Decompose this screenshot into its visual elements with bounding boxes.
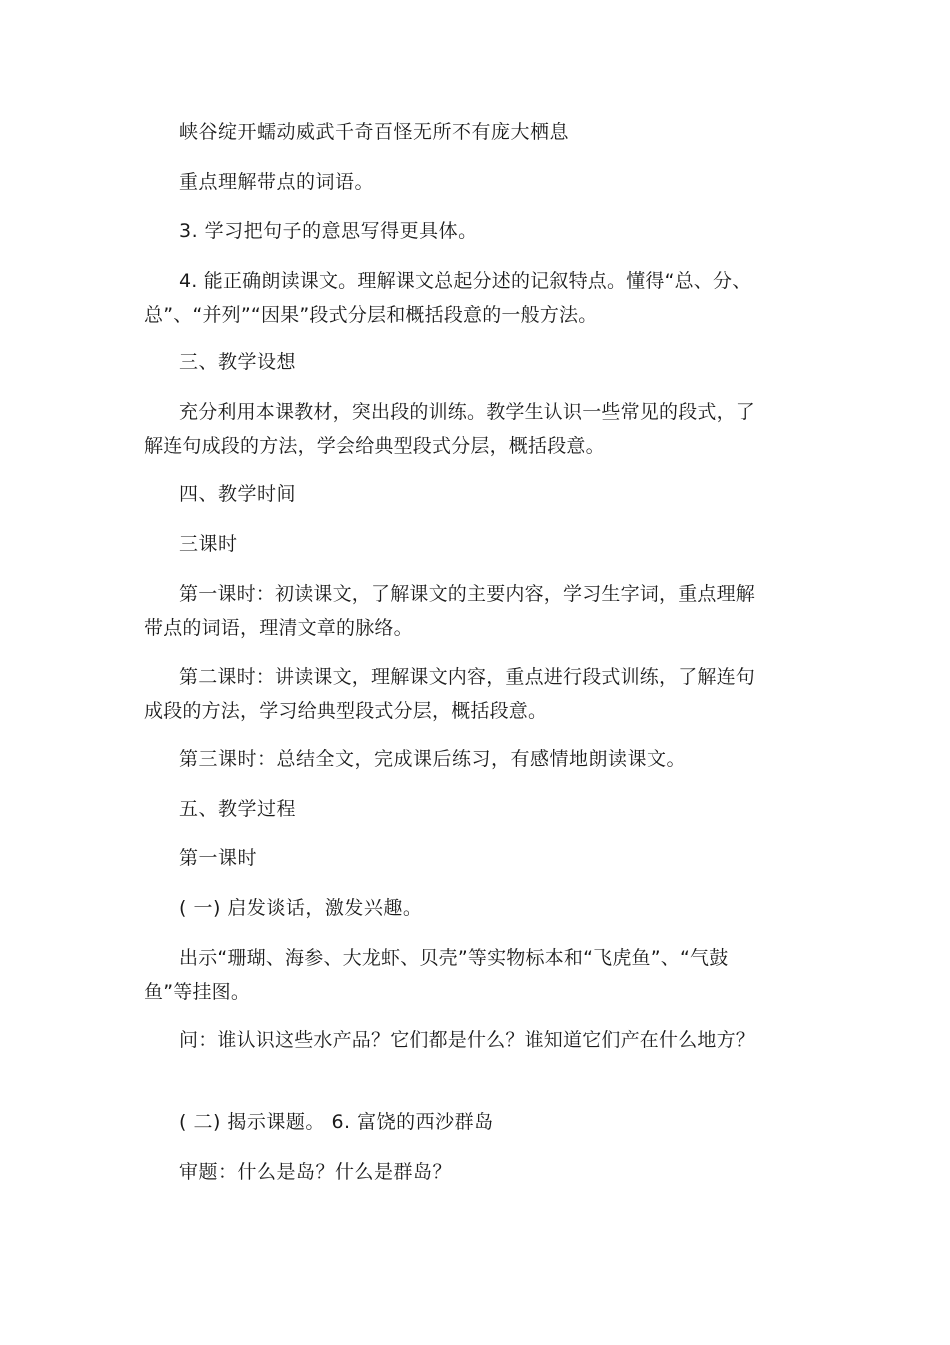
lesson-2-plan: 第二课时：讲读课文，理解课文内容，重点进行段式训练，了解连句成段的方法，学习给典型段式分层，概括段意。 — [144, 666, 756, 722]
subheading-lesson-1: 第一课时 — [179, 847, 258, 869]
vocabulary-line: 峡谷绽开蠕动威武千奇百怪无所不有庞大栖息 — [179, 121, 570, 143]
section-heading-4: 四、教学时间 — [179, 483, 297, 505]
paragraph: 问：谁认识这些水产品？它们都是什么？谁知道它们产在什么地方？ — [179, 1029, 756, 1051]
paragraph: 充分利用本课教材，突出段的训练。教学生认识一些常见的段式，了解连句成段的方法，学会给典型段式分层，概括段意。 — [144, 401, 756, 457]
objective-3: 3. 学习把句子的意思写得更具体。 — [179, 220, 478, 242]
paragraph: 审题：什么是岛？什么是群岛？ — [179, 1161, 453, 1183]
step-2-heading: ( 二) 揭示课题。 6. 富饶的西沙群岛 — [179, 1111, 494, 1133]
lesson-3-plan: 第三课时：总结全文，完成课后练习，有感情地朗读课文。 — [179, 748, 687, 770]
paragraph: 三课时 — [179, 533, 238, 555]
objective-4: 4. 能正确朗读课文。理解课文总起分述的记叙特点。懂得“总、分、总”、“并列”“因果”段式分层和概括段意的一般方法。 — [144, 270, 752, 326]
paragraph: 重点理解带点的词语。 — [179, 171, 375, 193]
section-heading-5: 五、教学过程 — [179, 798, 297, 820]
step-1-heading: ( 一) 启发谈话，激发兴趣。 — [179, 897, 423, 919]
paragraph: 出示“珊瑚、海参、大龙虾、贝壳”等实物标本和“飞虎鱼”、“气鼓鱼”等挂图。 — [144, 947, 729, 1003]
lesson-1-plan: 第一课时：初读课文，了解课文的主要内容，学习生字词，重点理解带点的词语，理清文章的脉络。 — [144, 583, 756, 639]
section-heading-3: 三、教学设想 — [179, 351, 297, 373]
